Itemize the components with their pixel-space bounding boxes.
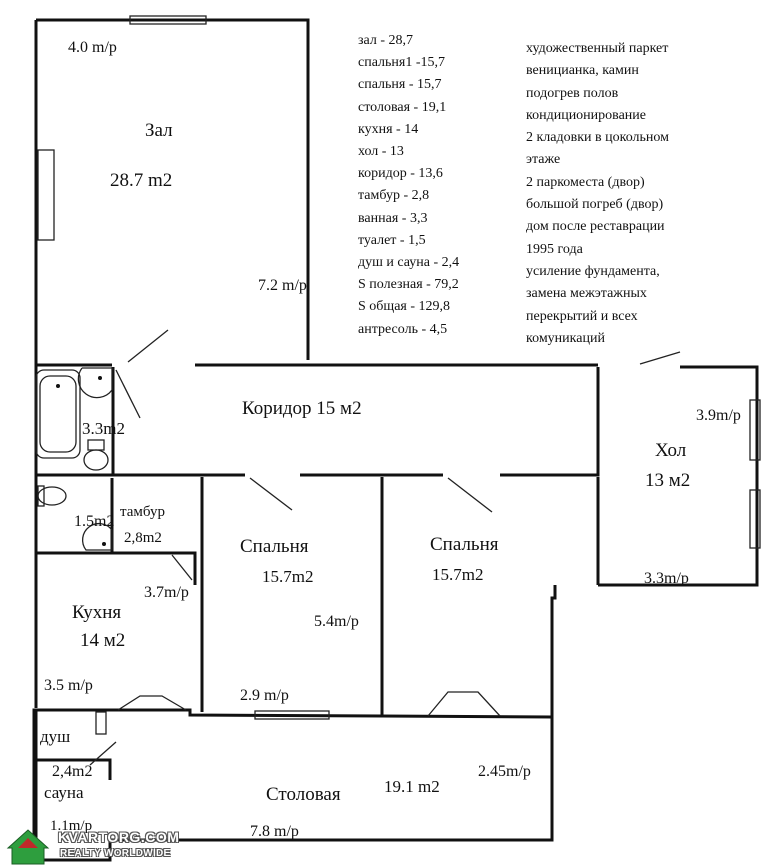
dim-spalnya-bottom: 2.9 m/p [240,687,289,704]
area-list-item: зал - 28,7 [358,33,414,48]
wall-bedroom-dividers [202,477,598,716]
dim-stolovaya-bottom: 7.8 m/p [250,823,299,840]
area-list-item: S общая - 129,8 [358,299,451,315]
watermark-main: KVARTORG.COM [58,829,180,845]
room-spalnya1-area: 15.7m2 [262,567,314,586]
dim-zal-top: 4.0 m/p [68,39,117,56]
room-tambur-area: 2,8m2 [124,530,162,546]
wall-right-lower [34,585,555,860]
room-kuhnya-name: Кухня [72,602,122,623]
area-list-item: хол - 13 [358,144,404,160]
room-spalnya2-name: Спальня [430,534,499,555]
area-list-item: душ и сауна - 2,4 [358,255,460,271]
room-spalnya1-name: Спальня [240,536,309,557]
area-list-item: спальня - 15,7 [358,77,442,93]
dim-kuhnya-bottom: 3.5 m/p [44,677,93,694]
dim-kuhnya-right: 3.7m/p [144,584,189,601]
dim-zal-right: 7.2 m/p [258,277,307,294]
feature-item: дом после реставрации [526,219,665,235]
wall-rooms-row [112,367,598,475]
features-list [526,38,766,350]
tambur-drain [102,542,106,546]
feature-item: усиление фундамента, [526,263,660,279]
bath-sink-drain [98,376,102,380]
area-list-item: S полезная - 79,2 [358,277,459,293]
feature-item: кондиционирование [526,107,647,123]
area-list-item: антресоль - 4,5 [358,321,448,337]
toilet-tank [88,440,104,450]
dim-hol-right: 3.9m/p [696,407,741,424]
area-list-item: туалет - 1,5 [358,232,426,248]
feature-item: художественный паркет [526,41,669,56]
wall-kitchen-top [36,553,195,585]
room-stolovaya-name: Столовая [266,784,341,805]
door-spalnya2 [448,478,492,512]
area-list [358,30,518,341]
area-list-item: столовая - 19,1 [358,99,447,115]
dim-spalnya-mid: 5.4m/p [314,613,359,630]
room-toilet-area: 1.5m2 [74,513,115,530]
room-dush-name: душ [40,727,71,746]
dim-stolovaya-right: 2.45m/p [478,763,531,780]
feature-item: веницианка, камин [526,63,639,79]
area-list-item: ванная - 3,3 [358,210,428,226]
dim-dush-bottom: 1.1m/p [50,818,93,834]
area-list-item: коридор - 13,6 [358,166,443,182]
door-zal [128,330,168,362]
feature-item: 1995 года [526,241,583,257]
room-zal-name: Зал [145,120,173,141]
bath-sink [78,368,112,398]
bathtub [36,370,80,458]
room-zal-area: 28.7 m2 [110,170,173,191]
area-list-item: тамбур - 2,8 [358,188,430,204]
room-hol-name: Хол [655,440,687,461]
room-dush-area: 2,4m2 [52,763,93,780]
fireplace [38,150,54,240]
feature-item: большой погреб (двор) [526,197,664,213]
feature-item: замена межэтажных [526,286,647,302]
toilet-sink [38,487,66,505]
feature-item: 2 паркоместа (двор) [526,174,645,190]
feature-item: перекрытий и всех [526,308,638,324]
bathtub-drain [56,384,60,388]
room-kuhnya-area: 14 м2 [80,630,126,651]
door-tambur [172,555,192,580]
door-bath [116,370,140,418]
door-stolovaya-1 [118,696,186,710]
feature-item: 2 кладовки в цокольном [526,130,669,146]
area-list-item: кухня - 14 [358,121,419,137]
toilet-bowl [84,450,108,470]
door-stolovaya-2 [428,692,500,716]
feature-item: этаже [526,152,561,168]
watermark-sub: REALTY WORLDWIDE [60,848,171,859]
area-list-item: спальня1 -15,7 [358,55,446,71]
door-spalnya1 [250,478,292,510]
dim-hol-bottom: 3.3m/p [644,570,689,587]
room-koridor-label: Коридор 15 м2 [242,398,362,419]
door-hol [640,352,680,364]
room-spalnya2-area: 15.7m2 [432,565,484,584]
dush-niche [96,712,106,734]
feature-item: подогрев полов [526,85,619,101]
room-tambur-name: тамбур [120,504,165,520]
room-bath-area: 3.3m2 [82,419,125,438]
room-stolovaya-area: 19.1 m2 [384,777,440,796]
feature-item: комуникаций [526,330,605,346]
door-dush [90,742,116,765]
room-sauna-name: сауна [44,783,84,802]
room-hol-area: 13 м2 [645,470,691,491]
